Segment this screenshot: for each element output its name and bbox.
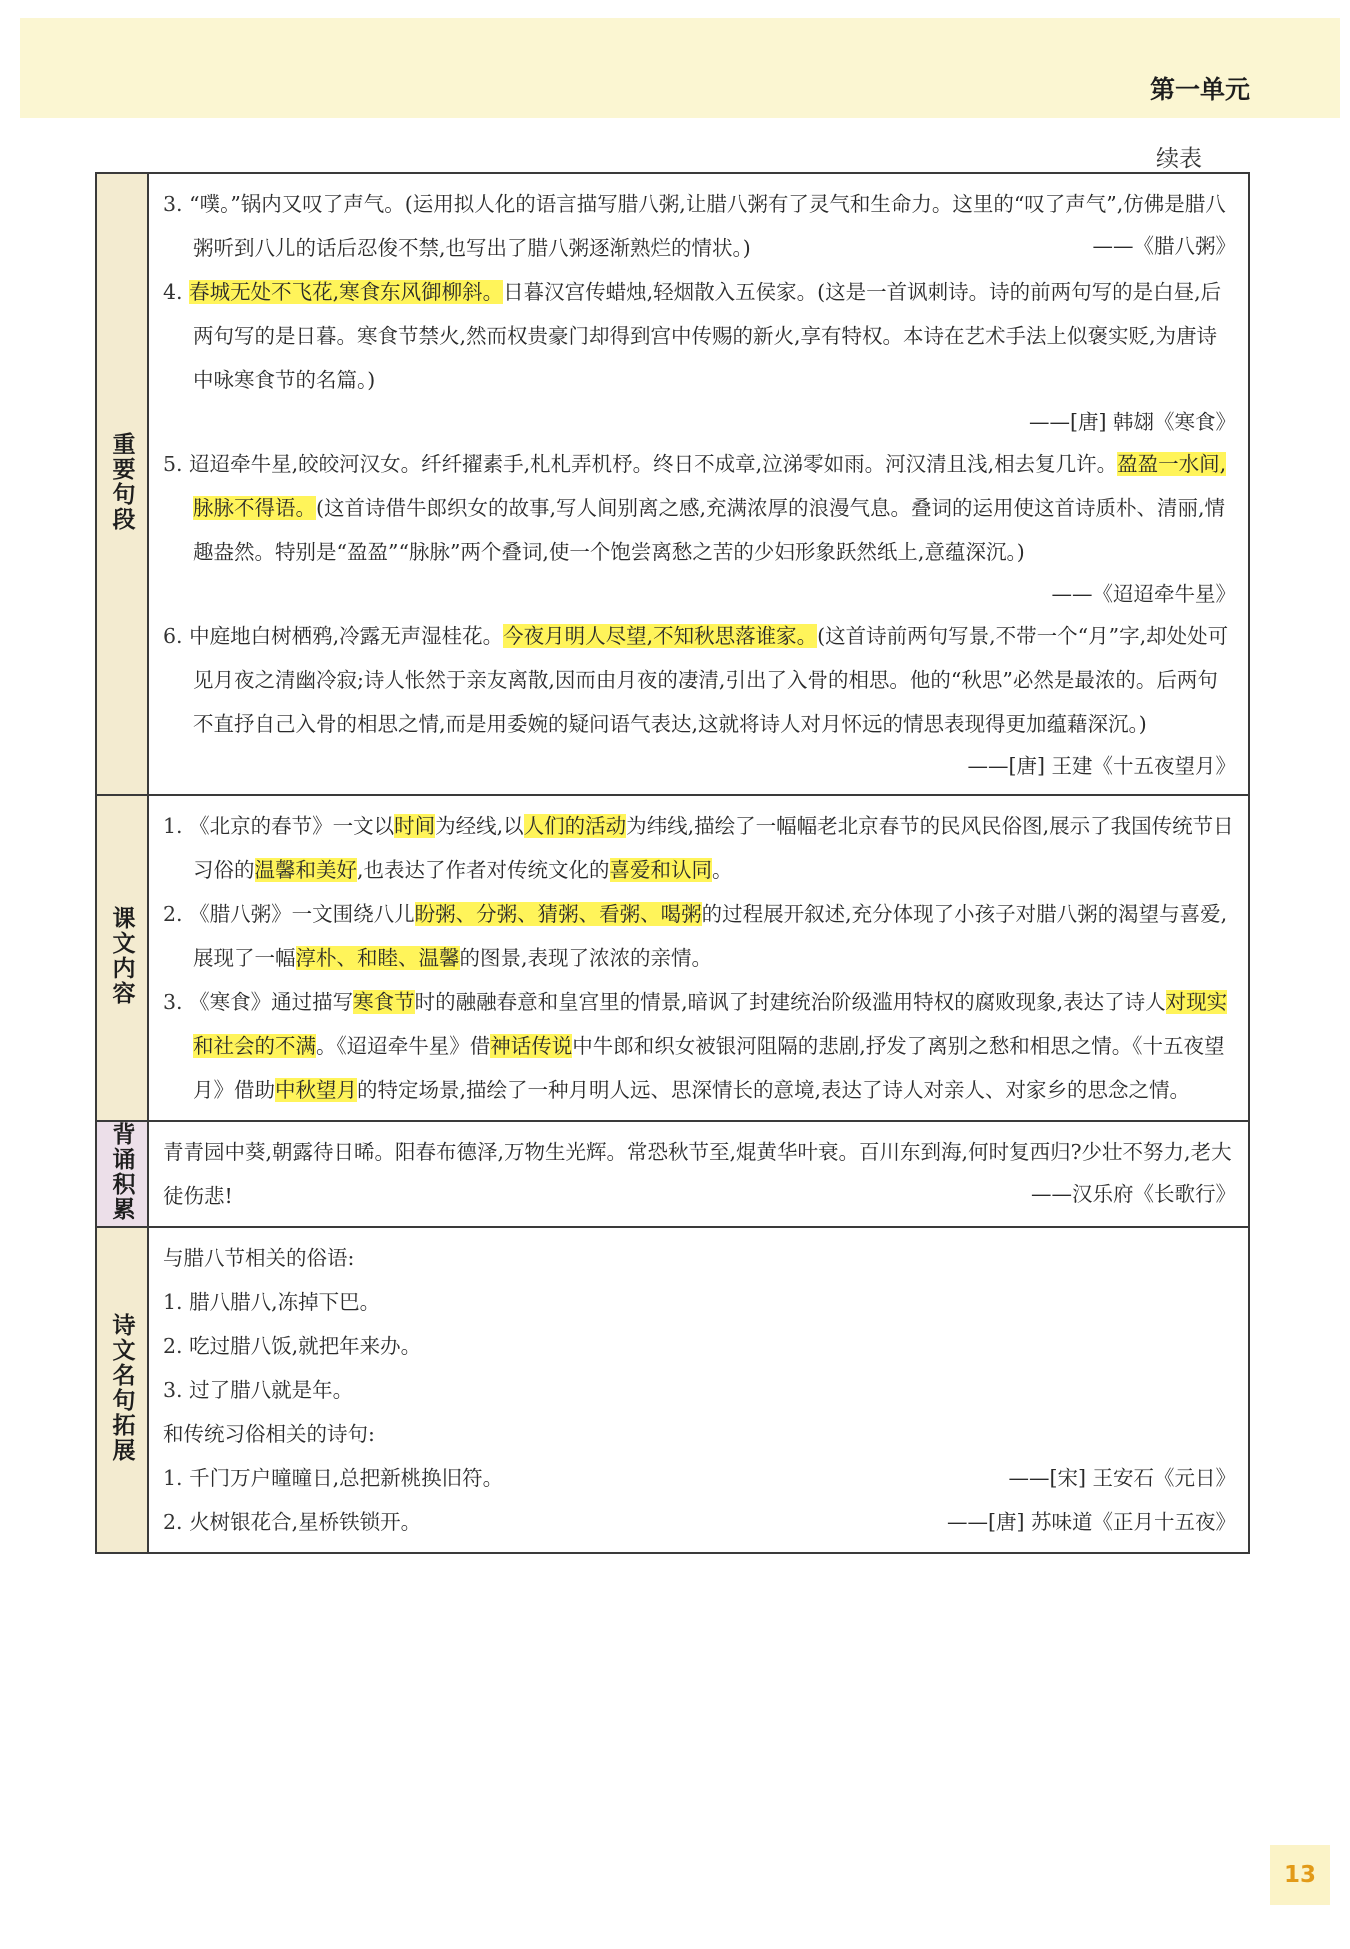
row-content (96, 795, 1249, 1121)
section-label: 课文内容 (108, 906, 135, 1006)
poem-item (163, 1500, 1236, 1544)
highlighted-text: 时间 (394, 814, 436, 838)
item-source: ——《腊八粥》 (1092, 234, 1236, 258)
header-band (20, 18, 1340, 118)
highlighted-text: 喜爱和认同 (609, 858, 713, 882)
item-text: 的图景,表现了浓浓的亲情。 (459, 946, 713, 970)
continued-label: 续表 (1156, 146, 1202, 172)
item-text: 中牛郎和织女被银河阻隔的悲剧,抒发了离别之愁和相思之情。《十五夜望月》借助 (193, 1034, 1225, 1102)
key-sentence-item (163, 614, 1236, 778)
content-item (163, 892, 1236, 980)
section-label: 诗文名句拓展 (108, 1313, 135, 1463)
summary-table (95, 172, 1250, 1554)
label-cell (96, 795, 148, 1121)
item-number: 2. (163, 1334, 183, 1358)
highlighted-text: 淳朴、和睦、温馨 (295, 946, 460, 970)
highlighted-text: 中秋望月 (275, 1078, 357, 1102)
item-number: 2. (163, 902, 183, 926)
extension-intro: 和传统习俗相关的诗句: (163, 1422, 375, 1446)
item-number: 4. (163, 280, 183, 304)
highlighted-text: 春城无处不飞花,寒食东风御柳斜。 (189, 280, 504, 304)
content-cell (148, 1121, 1249, 1227)
item-text: 时的融融春意和皇宫里的情景,暗讽了封建统治阶级滥用特权的腐败现象,表达了诗人 (414, 990, 1166, 1014)
item-source: ——[宋] 王安石《元日》 (1008, 1466, 1236, 1490)
item-text: “噗。”锅内又叹了声气。(运用拟人化的语言描写腊八粥,让腊八粥有了灵气和生命力。这里的“叹了声气”,仿佛是腊八粥听到八儿的话后忍俊不禁,也写出了腊八粥逐渐熟烂的情状。) (189, 192, 1226, 260)
highlighted-text: 人们的活动 (523, 814, 627, 838)
item-text: 《北京的春节》一文以 (189, 814, 395, 838)
highlighted-text: 对现实和社会的不满 (193, 990, 1228, 1058)
item-number: 3. (163, 990, 183, 1014)
item-text: 。《迢迢牵牛星》借 (316, 1034, 491, 1058)
item-number: 5. (163, 452, 183, 476)
key-sentence-item (163, 270, 1236, 442)
item-text: 的特定场景,描绘了一种月明人远、思深情长的意境,表达了诗人对亲人、对家乡的思念之情。 (357, 1078, 1191, 1102)
item-text: 的过程展开叙述,充分体现了小孩子对腊八粥的渴望与喜爱,展现了一幅 (193, 902, 1228, 970)
item-text: ,也表达了作者对传统文化的 (357, 858, 610, 882)
item-number: 3. (163, 192, 183, 216)
item-source: ——[唐] 王建《十五夜望月》 (967, 754, 1236, 778)
highlighted-text: 寒食节 (353, 990, 415, 1014)
content-cell (148, 1227, 1249, 1553)
item-number: 1. (163, 1466, 183, 1490)
item-text: 火树银花合,星桥铁锁开。 (189, 1510, 422, 1534)
item-text: 千门万户曈曈日,总把新桃换旧符。 (189, 1466, 504, 1490)
row-key-sentences (96, 173, 1249, 795)
recite-text (163, 1130, 1236, 1218)
page-number: 13 (1270, 1845, 1330, 1905)
item-source: ——[唐] 韩翃《寒食》 (1028, 410, 1236, 434)
unit-title: 第一单元 (1149, 75, 1250, 104)
item-text: (这首诗借牛郎织女的故事,写人间别离之感,充满浓厚的浪漫气息。叠词的运用使这首诗质朴、清丽,情趣盎然。特别是“盈盈”“脉脉”两个叠词,使一个饱尝离愁之苦的少妇形象跃然纸上,意蕴深沉。) (193, 496, 1226, 564)
item-number: 1. (163, 1290, 183, 1314)
item-source: ——《迢迢牵牛星》 (1051, 582, 1236, 606)
section-label: 重要句段 (108, 432, 135, 532)
item-text: 为纬线,描绘了一幅幅老北京春节的民风民俗图,展示了我国传统节日习俗的 (193, 814, 1234, 882)
item-text: 《腊八粥》一文围绕八儿 (189, 902, 415, 926)
saying-item (163, 1280, 1236, 1324)
item-text: 腊八腊八,冻掉下巴。 (189, 1290, 381, 1314)
highlighted-text: 盈盈一水间,脉脉不得语。 (193, 452, 1227, 520)
key-sentence-item (163, 442, 1236, 614)
item-number: 6. (163, 624, 183, 648)
row-recite (96, 1121, 1249, 1227)
content-item (163, 804, 1236, 892)
content-cell (148, 795, 1249, 1121)
item-text: 吃过腊八饭,就把年来办。 (189, 1334, 422, 1358)
saying-item (163, 1368, 1236, 1412)
highlighted-text: 盼粥、分粥、猜粥、看粥、喝粥 (414, 902, 702, 926)
item-text: 青青园中葵,朝露待日晞。阳春布德泽,万物生光辉。常恐秋节至,焜黄华叶衰。百川东到海,何时复西归?少壮不努力,老大徒伤悲! (163, 1140, 1232, 1208)
poem-item (163, 1456, 1236, 1500)
item-source: ——汉乐府《长歌行》 (1031, 1182, 1236, 1206)
item-number: 2. (163, 1510, 183, 1534)
item-text: 为经线,以 (435, 814, 524, 838)
label-cell (96, 173, 148, 795)
item-text: 过了腊八就是年。 (189, 1378, 354, 1402)
content-cell (148, 173, 1249, 795)
item-text: (这首诗前两句写景,不带一个“月”字,却处处可见月夜之清幽冷寂;诗人怅然于亲友离散,因而由月夜的凄清,引出了入骨的相思。他的“秋思”必然是最浓的。后两句不直抒自己入骨的相思之情,而是用委婉的疑问语气表达,这就将诗人对月怀远的情思表现得更加蕴藉深沉。) (193, 624, 1229, 736)
content-item (163, 980, 1236, 1112)
item-text: 《寒食》通过描写 (189, 990, 354, 1014)
label-cell (96, 1227, 148, 1553)
item-text: 。 (712, 858, 733, 882)
section-label: 背诵积累 (108, 1122, 135, 1222)
item-number: 3. (163, 1378, 183, 1402)
highlighted-text: 今夜月明人尽望,不知秋思落谁家。 (503, 624, 818, 648)
item-source: ——[唐] 苏味道《正月十五夜》 (946, 1510, 1236, 1534)
saying-item (163, 1324, 1236, 1368)
label-cell (96, 1121, 148, 1227)
item-number: 1. (163, 814, 183, 838)
item-text: 迢迢牵牛星,皎皎河汉女。纤纤擢素手,札札弄机杼。终日不成章,泣涕零如雨。河汉清且浅,相去复几许。 (189, 452, 1118, 476)
item-text: 日暮汉宫传蜡烛,轻烟散入五侯家。(这是一首讽刺诗。诗的前两句写的是白昼,后两句写的是日暮。寒食节禁火,然而权贵豪门却得到宫中传赐的新火,享有特权。本诗在艺术手法上似褒实贬,为唐诗中咏寒食节的名篇。) (193, 280, 1222, 392)
key-sentence-item (163, 182, 1236, 270)
highlighted-text: 神话传说 (490, 1034, 573, 1058)
item-text: 中庭地白树栖鸦,冷露无声湿桂花。 (189, 624, 504, 648)
extension-intro: 与腊八节相关的俗语: (163, 1246, 355, 1270)
row-extension (96, 1227, 1249, 1553)
highlighted-text: 温馨和美好 (254, 858, 357, 882)
